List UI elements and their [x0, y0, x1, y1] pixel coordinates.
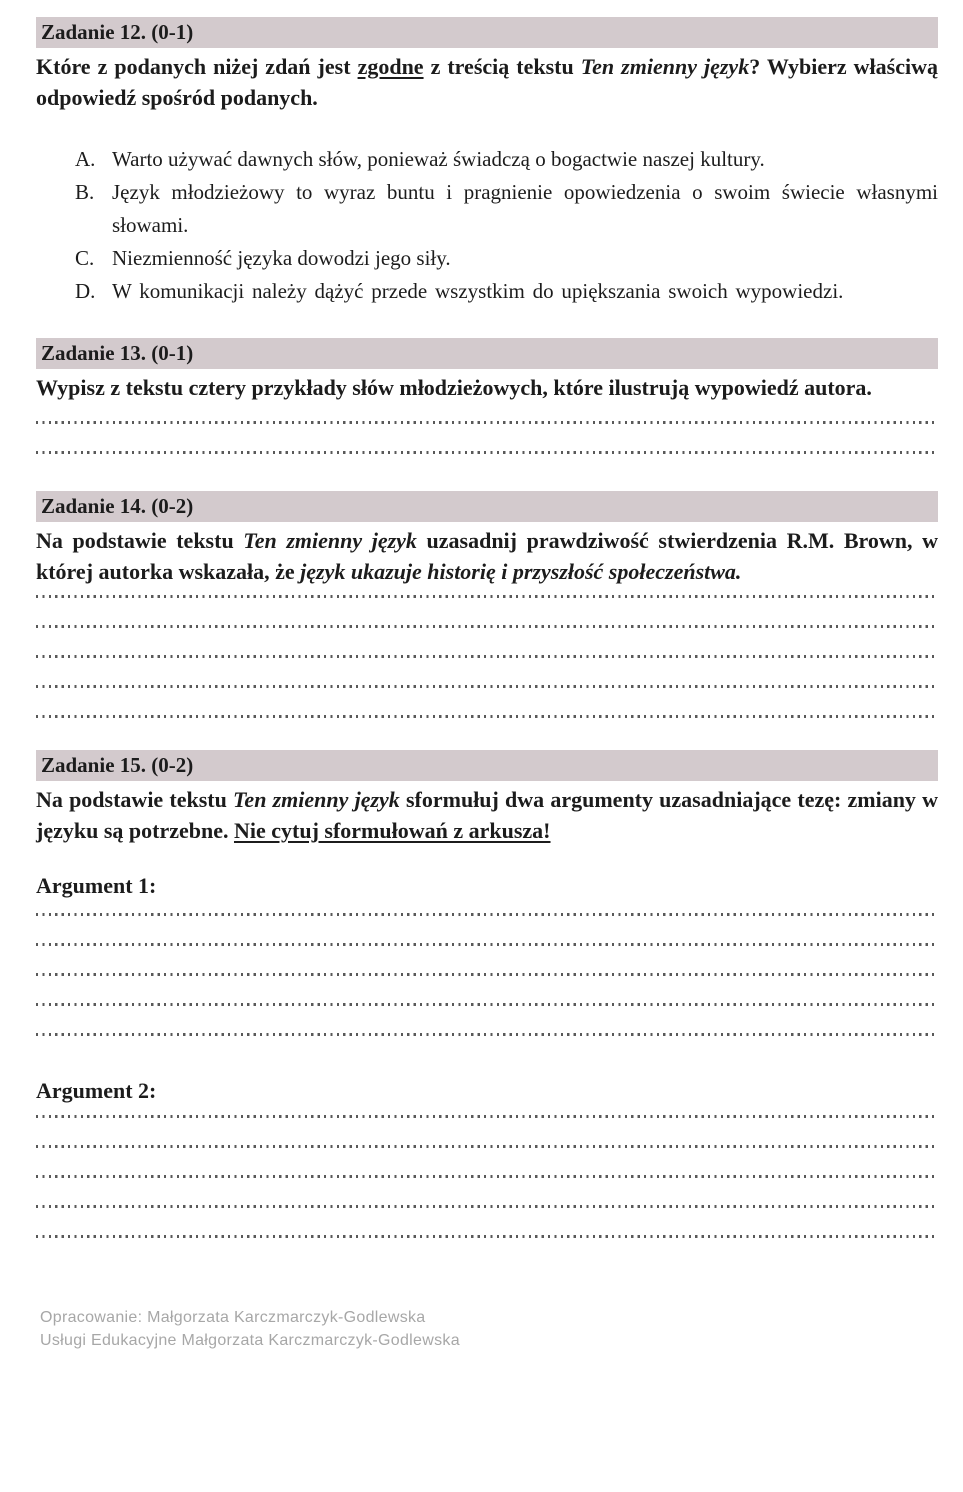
task-15-title: Zadanie 15. (0-2) — [41, 753, 194, 777]
answer-line — [36, 1003, 938, 1006]
option-d — [75, 275, 938, 308]
question-text-segment: Ten zmienny język — [233, 787, 400, 812]
task-12-title: Zadanie 12. (0-1) — [41, 20, 194, 44]
argument-1-answer-lines — [36, 913, 938, 1036]
option-c — [75, 242, 938, 275]
question-text-segment: Które z podanych niżej zdań jest — [36, 54, 358, 79]
answer-line — [36, 1235, 938, 1238]
task-14-section — [36, 491, 938, 718]
footer-credits — [36, 1306, 938, 1352]
question-text-segment: Na podstawie tekstu — [36, 528, 244, 553]
question-text-segment: zgodne — [357, 54, 424, 79]
question-text-segment: z treścią tekstu — [423, 54, 581, 79]
argument-1-label: Argument 1: — [36, 873, 157, 898]
question-text-segment: Ten zmienny język — [243, 528, 417, 553]
answer-line — [36, 913, 938, 916]
task-12-question — [36, 51, 938, 113]
answer-line — [36, 451, 938, 454]
question-text-segment: Na podstawie tekstu — [36, 787, 234, 812]
task-13-title: Zadanie 13. (0-1) — [41, 341, 194, 365]
task-15-header — [36, 750, 938, 781]
option-d-letter: D. — [75, 279, 96, 303]
option-b-letter: B. — [75, 180, 95, 204]
option-a-text: Warto używać dawnych słów, ponieważ świadczą o bogactwie naszej kultury. — [112, 147, 765, 171]
argument-2-answer-lines — [36, 1115, 938, 1238]
task-14-question — [36, 525, 938, 587]
answer-line — [36, 1205, 938, 1208]
question-text-segment: Wypisz z tekstu cztery przykłady słów młodzieżowych, które ilustrują wypowiedź autora. — [36, 375, 872, 400]
question-text-segment: język ukazuje historię i przyszłość społeczeństwa. — [300, 559, 742, 584]
task-15-section — [36, 750, 938, 1238]
footer-author-line: Opracowanie: Małgorzata Karczmarczyk-Godlewska — [40, 1309, 426, 1326]
task-14-title: Zadanie 14. (0-2) — [41, 494, 194, 518]
task-13-header — [36, 338, 938, 369]
footer-company-line: Usługi Edukacyjne Małgorzata Karczmarczyk-Godlewska — [40, 1332, 460, 1349]
question-text-segment: Nie cytuj sformułowań z arkusza! — [233, 818, 551, 843]
answer-line — [36, 1145, 938, 1148]
question-text-segment: ? Wybierz właściwą odpowiedź spośród podanych. — [36, 54, 938, 110]
question-text-segment: uzasadnij prawdziwość stwierdzenia R.M. Brown, w której autorka wskazała, że — [36, 528, 938, 584]
answer-line — [36, 1033, 938, 1036]
option-a — [75, 143, 938, 176]
task-12-options — [36, 143, 938, 308]
task-14-header — [36, 491, 938, 522]
task-12-header — [36, 17, 938, 48]
task-14-answer-lines — [36, 595, 938, 718]
option-b — [75, 176, 938, 242]
task-13-section — [36, 338, 938, 454]
task-13-answer-lines — [36, 421, 938, 454]
option-c-letter: C. — [75, 246, 95, 270]
answer-line — [36, 943, 938, 946]
option-b-text: Język młodzieżowy to wyraz buntu i pragnienie opowiedzenia o swoim świecie własnymi słowami. — [112, 180, 938, 237]
task-12-section — [36, 17, 938, 308]
answer-line — [36, 1115, 938, 1118]
answer-line — [36, 973, 938, 976]
task-15-question — [36, 784, 938, 846]
answer-line — [36, 421, 938, 424]
answer-line — [36, 1175, 938, 1178]
answer-line — [36, 685, 938, 688]
task-13-question — [36, 372, 938, 403]
option-d-text: W komunikacji należy dążyć przede wszystkim do upiększania swoich wypowiedzi. — [112, 279, 844, 303]
answer-line — [36, 595, 938, 598]
question-text-segment: sformułuj dwa argumenty uzasadniające tezę: zmiany w języku są potrzebne. — [36, 787, 938, 843]
answer-line — [36, 655, 938, 658]
option-a-letter: A. — [75, 147, 96, 171]
answer-line — [36, 625, 938, 628]
answer-line — [36, 715, 938, 718]
argument-2-label: Argument 2: — [36, 1078, 157, 1103]
option-c-text: Niezmienność języka dowodzi jego siły. — [112, 246, 451, 270]
question-text-segment: Ten zmienny język — [580, 54, 750, 79]
